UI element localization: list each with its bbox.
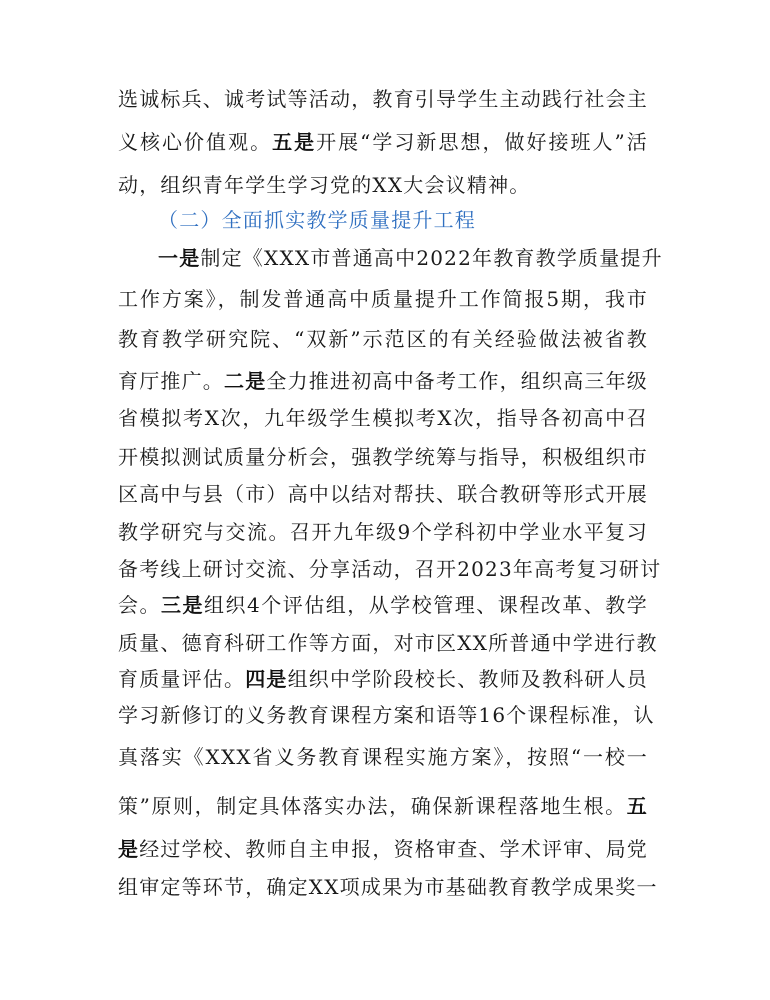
paragraph-line: [118, 442, 648, 472]
emphasis-text: 是: [118, 837, 140, 861]
body-text: 教学研究与交流。召开九年级9个学科初中学业水平复习: [118, 520, 648, 544]
paragraph-line: [118, 628, 658, 658]
body-text: 策”原则，制定具体落实办法，确保新课程落地生根。: [118, 794, 627, 818]
emphasis-text: 三是: [161, 593, 205, 617]
paragraph-line: [118, 664, 648, 694]
paragraph-line: [118, 284, 648, 314]
section-heading: [158, 205, 476, 235]
paragraph-line: [118, 742, 648, 772]
body-text: 省模拟考X次，九年级学生模拟考X次，指导各初高中召: [118, 406, 648, 430]
body-text: 经过学校、教师自主申报，资格审查、学术评审、局党: [139, 837, 649, 861]
paragraph-line: [118, 590, 648, 620]
body-text: 组织4个评估组，从学校管理、课程改革、教学: [204, 593, 648, 617]
body-text: 区高中与县（市）高中以结对帮扶、联合教研等形式开展: [118, 482, 648, 506]
paragraph-line: [118, 127, 648, 157]
body-text: 育厅推广。: [118, 369, 224, 393]
body-text: 会。: [118, 593, 162, 617]
paragraph-line: [118, 517, 648, 547]
paragraph-line: [118, 554, 662, 584]
paragraph-line: [118, 403, 648, 433]
body-text: 学习新修订的义务教育课程方案和语等16个课程标准，认: [118, 703, 655, 727]
paragraph-line: [118, 479, 648, 509]
body-text: 开模拟测试质量分析会，强教学统筹与指导，积极组织市: [118, 445, 648, 469]
body-text: 组审定等环节，确定XX项成果为市基础教育教学成果奖一: [118, 875, 658, 899]
body-text: 开展“学习新思想，做好接班人”活: [316, 130, 648, 154]
emphasis-text: 四是: [245, 667, 288, 691]
paragraph-line: [158, 243, 663, 273]
body-text: 育质量评估。: [118, 667, 246, 691]
body-text: 义核心价值观。: [118, 130, 273, 154]
body-text: 工作方案》，制发普通高中质量提升工作简报5期，我市: [118, 287, 648, 311]
paragraph-line: [118, 872, 658, 902]
body-text: 全力推进初高中备考工作，组织高三年级: [266, 369, 649, 393]
body-text: 选诚标兵、诚考试等活动，教育引导学生主动践行社会主: [118, 87, 648, 111]
paragraph-line: [118, 700, 655, 730]
body-text: 质量、德育科研工作等方面，对市区XX所普通中学进行教: [118, 631, 658, 655]
paragraph-line: [118, 791, 648, 821]
emphasis-text: 五是: [272, 130, 317, 154]
body-text: 备考线上研讨交流、分享活动，召开2023年高考复习研讨: [118, 557, 662, 581]
paragraph-line: [118, 834, 648, 864]
emphasis-text: 一是: [158, 246, 201, 270]
paragraph-line: [118, 84, 648, 114]
paragraph-line: [118, 324, 648, 354]
emphasis-text: 五: [626, 794, 648, 818]
body-text: 真落实《XXX省义务教育课程实施方案》，按照“一校一: [118, 745, 648, 769]
body-text: （二）全面抓实教学质量提升工程: [158, 208, 476, 232]
body-text: 动，组织青年学生学习党的XX大会议精神。: [118, 173, 531, 197]
emphasis-text: 二是: [224, 369, 267, 393]
paragraph-line: [118, 170, 648, 200]
paragraph-line: [118, 366, 648, 396]
body-text: 组织中学阶段校长、教师及教科研人员: [287, 667, 649, 691]
body-text: 教育教学研究院、“双新”示范区的有关经验做法被省教: [118, 327, 648, 351]
body-text: 制定《XXX市普通高中2022年教育教学质量提升: [200, 246, 663, 270]
